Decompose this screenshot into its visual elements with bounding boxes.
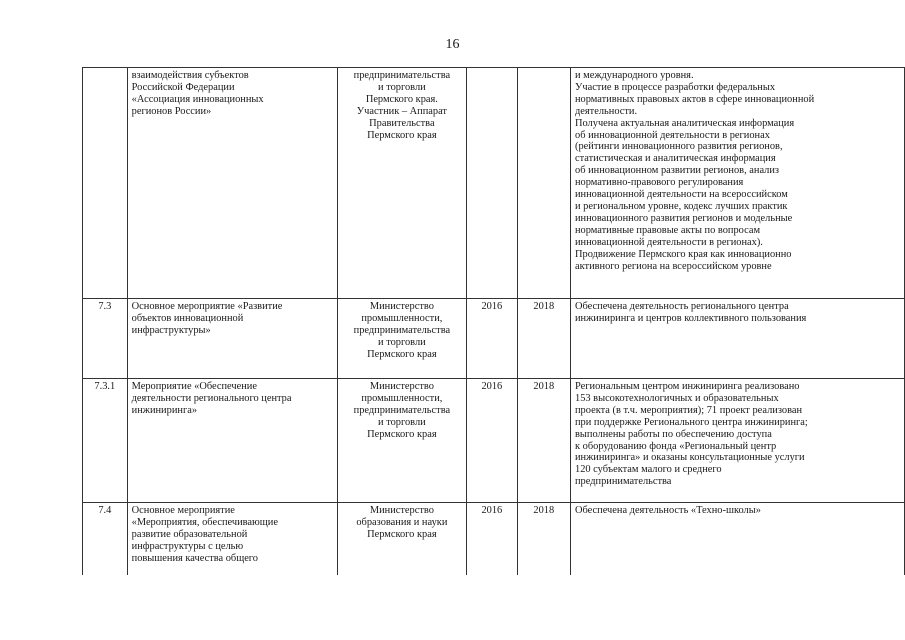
page-number: 16 <box>445 37 460 52</box>
text-line: и торговли <box>378 81 426 93</box>
text-line: инжиниринга и центров коллективного пользования <box>575 312 807 324</box>
text-line: повышения качества общего <box>131 552 259 564</box>
text-line: Российской Федерации <box>131 81 235 93</box>
text-line: Обеспечена деятельность регионального центра <box>575 301 789 312</box>
program-table <box>82 67 905 575</box>
cell-executor <box>337 503 466 576</box>
cell-activity-name <box>127 503 337 576</box>
text-line: Пермского края <box>367 129 437 141</box>
text-line: инфраструктуры» <box>131 324 211 336</box>
text-line: деятельности. <box>575 105 638 117</box>
text-line: об инновационной деятельности в регионах <box>575 129 770 141</box>
text-line: нормативные правовые акты по вопросам <box>575 224 761 236</box>
text-line: Участие в процессе разработки федеральных <box>575 81 776 93</box>
text-line: 120 субъектам малого и среднего <box>575 464 722 476</box>
text-line: «Мероприятия, обеспечивающие <box>131 516 278 528</box>
text-line: предпринимательства <box>575 476 672 488</box>
text-line: промышленности, <box>361 312 443 324</box>
text-line: выполнены работы по обеспечению доступа <box>575 428 772 440</box>
text-line: Участник – Аппарат <box>356 105 447 117</box>
cell-number: 7.3.1 <box>83 379 128 503</box>
text-line: Мероприятие «Обеспечение <box>131 381 257 392</box>
cell-year-end: 2018 <box>517 299 570 379</box>
text-line: Министерство <box>369 381 434 392</box>
cell-year-end <box>517 68 570 299</box>
text-line: инфраструктуры с целью <box>131 540 244 552</box>
cell-executor <box>337 68 466 299</box>
cell-result <box>571 68 905 299</box>
text-line: инжиниринга» <box>131 404 198 416</box>
table-row <box>83 379 905 503</box>
table-row <box>83 299 905 379</box>
text-line: взаимодействия субъектов <box>131 70 249 81</box>
text-line: инновационного развития регионов и модельные <box>575 212 793 224</box>
text-line: развитие образовательной <box>131 528 248 540</box>
text-line: и торговли <box>378 336 426 348</box>
text-line: статистическая и аналитическая информация <box>575 153 776 165</box>
cell-result <box>571 379 905 503</box>
text-line: «Ассоциация инновационных <box>131 93 264 105</box>
text-line: нормативных правовых актов в сфере инновационной <box>575 93 815 105</box>
cell-number <box>83 68 128 299</box>
cell-year-end: 2018 <box>517 379 570 503</box>
text-line: Министерство <box>369 505 434 516</box>
text-line: Основное мероприятие <box>131 505 235 516</box>
text-line: (рейтинги инновационного развития регионов, <box>575 141 783 153</box>
text-line: активного региона на всероссийском уровне <box>575 260 772 272</box>
text-line: Обеспечена деятельность «Техно-школы» <box>575 505 761 516</box>
text-line: и региональном уровне, кодекс лучших практик <box>575 200 788 212</box>
cell-activity-name <box>127 299 337 379</box>
table-row <box>83 68 905 299</box>
text-line: и торговли <box>378 416 426 428</box>
text-line: Пермского края <box>367 528 437 540</box>
text-line: Пермского края. <box>365 93 438 105</box>
cell-executor <box>337 299 466 379</box>
cell-year-end: 2018 <box>517 503 570 576</box>
cell-result <box>571 299 905 379</box>
cell-year-start: 2016 <box>467 379 518 503</box>
text-line: предпринимательства <box>353 324 451 336</box>
text-line: Продвижение Пермского края как инновационно <box>575 248 792 260</box>
cell-activity-name <box>127 379 337 503</box>
text-line: Пермского края <box>367 428 437 440</box>
text-line: предпринимательства <box>353 404 451 416</box>
text-line: нормативно-правового регулирования <box>575 177 744 189</box>
text-line: объектов инновационной <box>131 312 244 324</box>
text-line: Пермского края <box>367 348 437 360</box>
text-line: инновационной деятельности в регионах). <box>575 236 763 248</box>
cell-year-start: 2016 <box>467 503 518 576</box>
text-line: Правительства <box>369 117 435 129</box>
text-line: Региональным центром инжиниринга реализовано <box>575 381 800 392</box>
table-row <box>83 503 905 576</box>
cell-executor <box>337 379 466 503</box>
text-line: деятельности регионального центра <box>131 392 292 404</box>
text-line: об инновационном развитии регионов, анализ <box>575 165 779 177</box>
cell-number: 7.4 <box>83 503 128 576</box>
cell-year-start <box>467 68 518 299</box>
cell-activity-name <box>127 68 337 299</box>
text-line: Основное мероприятие «Развитие <box>131 301 283 312</box>
text-line: регионов России» <box>131 105 212 117</box>
text-line: Получена актуальная аналитическая информация <box>575 117 795 129</box>
text-line: 153 высокотехнологичных и образовательных <box>575 392 779 404</box>
text-line: к оборудованию фонда «Региональный центр <box>575 440 777 452</box>
text-line: Министерство <box>369 301 434 312</box>
text-line: образования и науки <box>356 516 448 528</box>
text-line: и международного уровня. <box>575 70 694 81</box>
text-line: при поддержке Регионального центра инжиниринга; <box>575 416 808 428</box>
cell-number: 7.3 <box>83 299 128 379</box>
text-line: проекта (в т.ч. мероприятия); 71 проект реализован <box>575 404 803 416</box>
text-line: предпринимательства <box>353 70 451 81</box>
cell-year-start: 2016 <box>467 299 518 379</box>
text-line: инновационной деятельности на всероссийском <box>575 189 788 201</box>
text-line: инжиниринга» и оказаны консультационные услуги <box>575 452 805 464</box>
cell-result <box>571 503 905 576</box>
text-line: промышленности, <box>361 392 443 404</box>
